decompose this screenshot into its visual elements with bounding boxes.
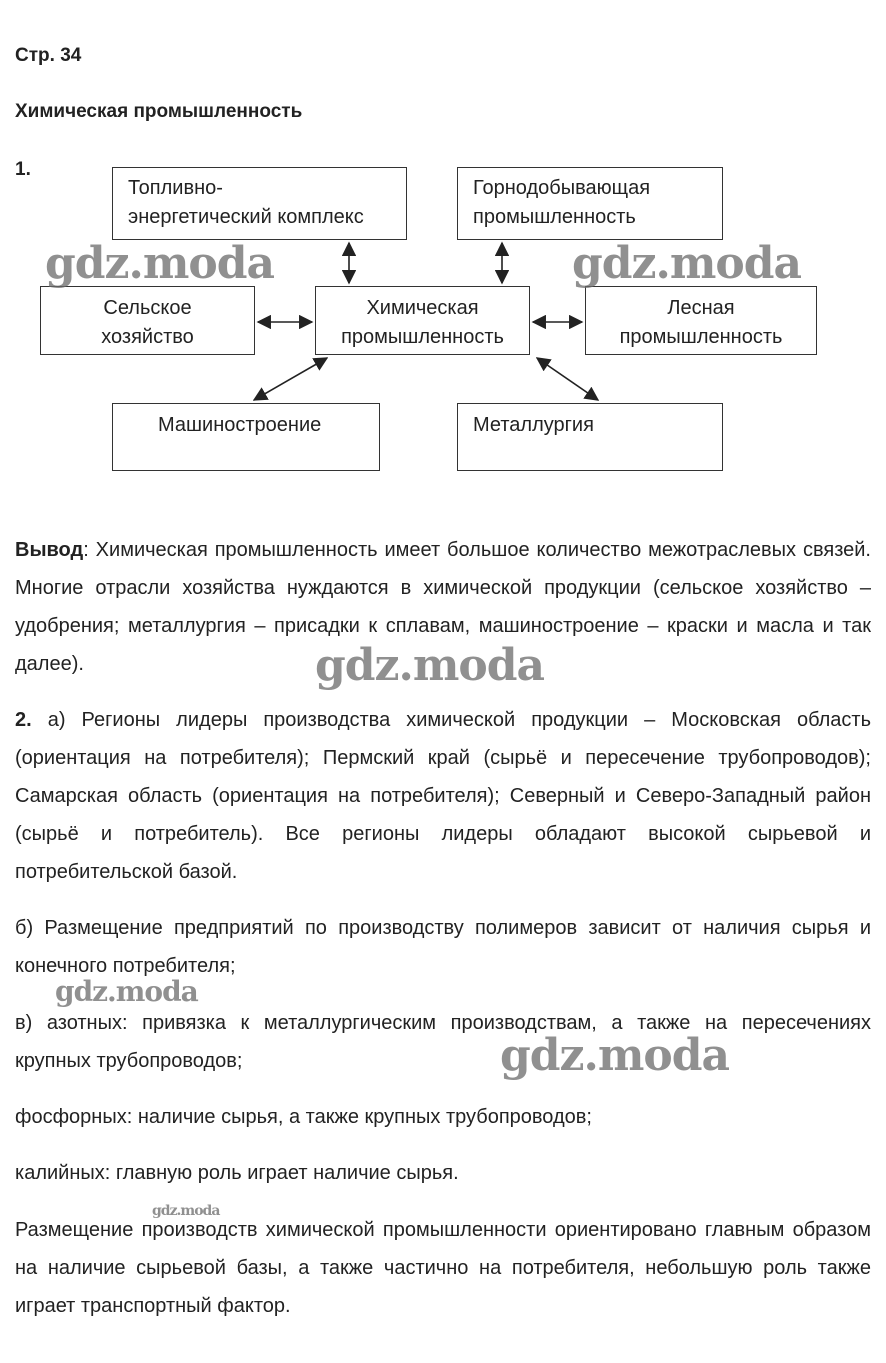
box-fuel-energy-line1: Топливно-: [128, 177, 223, 199]
box-forestry-line1: Лесная: [667, 297, 735, 319]
potassium-paragraph: калийных: главную роль играет наличие сырья.: [15, 1162, 459, 1184]
watermark: gdz.moda: [45, 238, 275, 289]
task2-number: 2.: [15, 709, 32, 731]
box-agriculture-line1: Сельское: [103, 297, 192, 319]
task2-v-paragraph: в) азотных: привязка к металлургическим производствам, а также на пересечениях крупных трубопроводов;: [15, 1012, 871, 1072]
box-metallurgy-label: Металлургия: [473, 414, 594, 436]
watermark: gdz.moda: [572, 238, 802, 289]
watermark: gdz.moda: [500, 1030, 730, 1081]
arrow-chemical-metallurgy: [537, 358, 598, 400]
box-chemical-line2: промышленность: [341, 326, 504, 348]
box-chemical-line1: Химическая: [366, 297, 479, 319]
section-title: Химическая промышленность: [15, 101, 303, 122]
task2-a-text: а) Регионы лидеры производства химической продукции – Московская область (ориентация на потребителя); Пермский край (сырьё и пересечение трубопроводов); Самарская область (ориентация на потребителя); Северный и Северо-Западный район (сырьё и потребитель). Все регионы лидеры обладают высокой сырьевой и потребительской базой.: [15, 709, 871, 883]
task2-b-paragraph: б) Размещение предприятий по производству полимеров зависит от наличия сырья и конечного потребителя;: [15, 917, 871, 977]
task1-number: 1.: [15, 159, 31, 180]
phosphorus-paragraph: фосфорных: наличие сырья, а также крупных трубопроводов;: [15, 1106, 592, 1128]
watermark: gdz.moda: [315, 640, 545, 691]
final-paragraph: Размещение производств химической промышленности ориентировано главным образом на наличие сырьевой базы, а также частично на потребителя, небольшую роль также играет транспортный фактор.: [15, 1219, 871, 1317]
box-fuel-energy-line2: энергетический комплекс: [128, 206, 364, 228]
box-mining-line2: промышленность: [473, 206, 636, 228]
conclusion-label: Вывод: [15, 539, 84, 561]
box-machine-building-label: Машиностроение: [158, 414, 322, 436]
watermark: gdz.moda: [152, 1203, 220, 1219]
box-mining-line1: Горнодобывающая: [473, 177, 651, 199]
box-forestry-line2: промышленность: [619, 326, 783, 348]
box-agriculture-line2: хозяйство: [101, 326, 194, 348]
arrow-chemical-machine: [254, 358, 327, 400]
conclusion-text: : Химическая промышленность имеет большое количество межотраслевых связей. Многие отрасли хозяйства нуждаются в химической продукции (сельское хозяйство – удобрения; металлургия – присадки к сплавам, машиностроение – краски и масла и так далее).: [15, 539, 871, 675]
task2-a-paragraph: [15, 701, 871, 891]
watermark: gdz.moda: [55, 975, 198, 1008]
page-label: Стр. 34: [15, 45, 82, 66]
